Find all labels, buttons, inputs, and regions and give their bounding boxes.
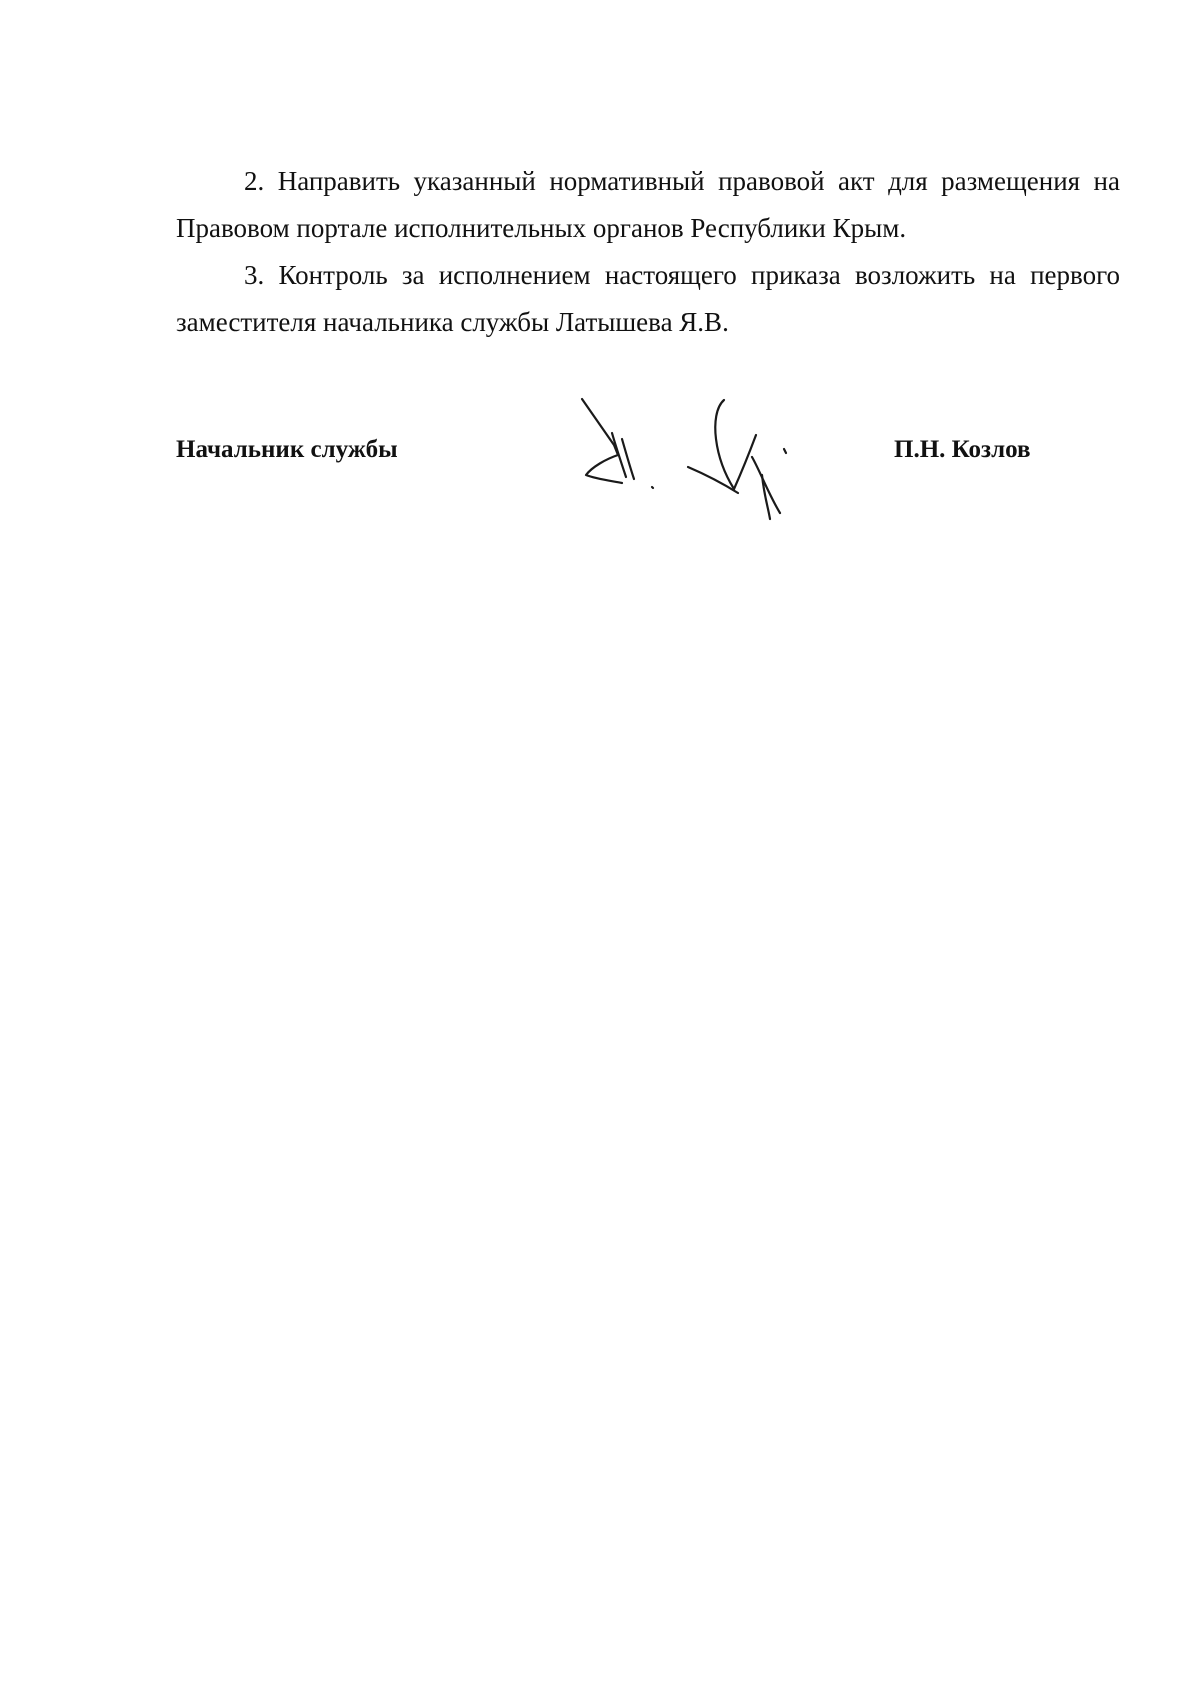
signature-block xyxy=(176,395,1120,535)
handwritten-signature xyxy=(556,395,816,535)
paragraph-2: 2. Направить указанный нормативный правовой акт для размещения на Правовом портале исполнительных органов Республики Крым. xyxy=(176,166,1120,243)
document-body xyxy=(176,158,1120,346)
signatory-position: Начальник службы xyxy=(176,436,398,463)
paragraph-3: 3. Контроль за исполнением настоящего приказа возложить на первого заместителя начальника службы Латышева Я.В. xyxy=(176,260,1120,337)
signatory-name: П.Н. Козлов xyxy=(894,436,1031,463)
